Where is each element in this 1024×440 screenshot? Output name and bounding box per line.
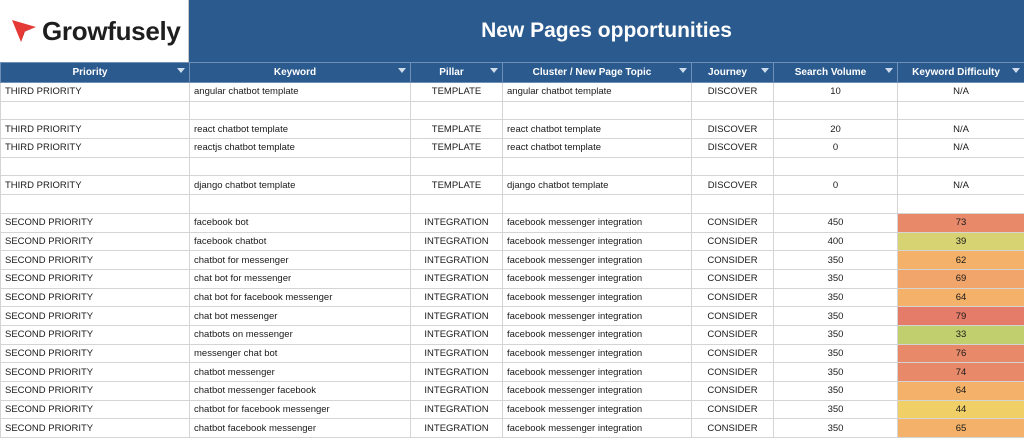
cluster-cell[interactable]: facebook messenger integration (503, 400, 692, 419)
keyword-cell[interactable]: chat bot messenger (190, 307, 411, 326)
pillar-cell[interactable]: TEMPLATE (411, 139, 503, 158)
keyword-difficulty-cell[interactable]: N/A (898, 83, 1024, 102)
search-volume-cell[interactable]: 400 (774, 232, 898, 251)
brand-name: Growfusely (42, 15, 181, 46)
priority-cell[interactable]: THIRD PRIORITY (1, 176, 190, 195)
priority-cell[interactable]: SECOND PRIORITY (1, 213, 190, 232)
keyword-cell[interactable]: facebook bot (190, 213, 411, 232)
pillar-cell[interactable]: INTEGRATION (411, 251, 503, 270)
search-volume-cell[interactable] (774, 101, 898, 120)
keyword-cell[interactable]: reactjs chatbot template (190, 139, 411, 158)
priority-cell[interactable]: SECOND PRIORITY (1, 382, 190, 401)
logo (0, 0, 189, 62)
journey-cell[interactable] (692, 157, 774, 176)
table-row (1, 382, 1024, 401)
table-row (1, 120, 1024, 139)
journey-cell[interactable]: CONSIDER (692, 419, 774, 438)
journey-cell[interactable]: DISCOVER (692, 139, 774, 158)
cluster-cell[interactable]: facebook messenger integration (503, 232, 692, 251)
keyword-table (0, 62, 1024, 438)
journey-cell[interactable]: CONSIDER (692, 344, 774, 363)
cluster-cell[interactable]: facebook messenger integration (503, 251, 692, 270)
keyword-difficulty-cell[interactable]: 79 (898, 307, 1024, 326)
priority-cell[interactable]: SECOND PRIORITY (1, 363, 190, 382)
table-row (1, 269, 1024, 288)
search-volume-cell[interactable] (774, 195, 898, 214)
cluster-cell[interactable]: facebook messenger integration (503, 363, 692, 382)
keyword-difficulty-cell[interactable] (898, 195, 1024, 214)
table-row (1, 251, 1024, 270)
search-volume-cell[interactable]: 350 (774, 400, 898, 419)
table-row (1, 101, 1024, 120)
priority-cell[interactable] (1, 157, 190, 176)
cluster-cell[interactable]: facebook messenger integration (503, 419, 692, 438)
cluster-cell[interactable]: facebook messenger integration (503, 307, 692, 326)
table-row (1, 363, 1024, 382)
table-row (1, 307, 1024, 326)
journey-cell[interactable]: CONSIDER (692, 288, 774, 307)
keyword-cell[interactable]: react chatbot template (190, 120, 411, 139)
search-volume-cell[interactable]: 350 (774, 382, 898, 401)
journey-cell[interactable]: CONSIDER (692, 269, 774, 288)
pillar-cell[interactable]: TEMPLATE (411, 120, 503, 139)
priority-cell[interactable]: SECOND PRIORITY (1, 325, 190, 344)
keyword-cell[interactable] (190, 195, 411, 214)
pillar-cell[interactable]: INTEGRATION (411, 288, 503, 307)
column-header-journey[interactable] (692, 63, 774, 83)
pillar-cell[interactable] (411, 101, 503, 120)
journey-cell[interactable]: CONSIDER (692, 382, 774, 401)
journey-cell[interactable]: DISCOVER (692, 176, 774, 195)
keyword-difficulty-cell[interactable] (898, 157, 1024, 176)
cluster-cell[interactable]: facebook messenger integration (503, 213, 692, 232)
search-volume-cell[interactable]: 350 (774, 307, 898, 326)
keyword-difficulty-cell[interactable] (898, 101, 1024, 120)
priority-cell[interactable]: SECOND PRIORITY (1, 344, 190, 363)
header-row (1, 63, 1024, 83)
search-volume-cell[interactable]: 450 (774, 213, 898, 232)
cluster-cell[interactable]: angular chatbot template (503, 83, 692, 102)
column-header-label: Cluster / New Page Topic (532, 67, 652, 78)
table-row (1, 325, 1024, 344)
cluster-cell[interactable]: react chatbot template (503, 120, 692, 139)
keyword-cell[interactable]: chatbot for facebook messenger (190, 400, 411, 419)
keyword-difficulty-cell[interactable]: 39 (898, 232, 1024, 251)
journey-cell[interactable]: CONSIDER (692, 307, 774, 326)
search-volume-cell[interactable]: 350 (774, 269, 898, 288)
keyword-difficulty-cell[interactable]: N/A (898, 176, 1024, 195)
priority-cell[interactable]: SECOND PRIORITY (1, 251, 190, 270)
priority-cell[interactable]: THIRD PRIORITY (1, 139, 190, 158)
table-row (1, 176, 1024, 195)
keyword-cell[interactable]: chat bot for facebook messenger (190, 288, 411, 307)
keyword-cell[interactable]: chatbots on messenger (190, 325, 411, 344)
keyword-difficulty-cell[interactable]: 74 (898, 363, 1024, 382)
keyword-cell[interactable] (190, 101, 411, 120)
priority-cell[interactable]: THIRD PRIORITY (1, 83, 190, 102)
search-volume-cell[interactable]: 350 (774, 363, 898, 382)
keyword-cell[interactable]: django chatbot template (190, 176, 411, 195)
journey-cell[interactable]: CONSIDER (692, 325, 774, 344)
table-row (1, 232, 1024, 251)
cluster-cell[interactable]: facebook messenger integration (503, 288, 692, 307)
keyword-cell[interactable]: chatbot messenger facebook (190, 382, 411, 401)
filter-dropdown-icon[interactable] (398, 68, 406, 73)
pillar-cell[interactable] (411, 195, 503, 214)
pillar-cell[interactable] (411, 157, 503, 176)
column-header-label: Pillar (439, 67, 464, 78)
column-header-keyword-difficulty[interactable] (898, 63, 1024, 83)
keyword-cell[interactable]: facebook chatbot (190, 232, 411, 251)
search-volume-cell[interactable]: 0 (774, 176, 898, 195)
filter-dropdown-icon[interactable] (490, 68, 498, 73)
keyword-difficulty-cell[interactable]: 69 (898, 269, 1024, 288)
column-header-search-volume[interactable] (774, 63, 898, 83)
cluster-cell[interactable] (503, 157, 692, 176)
column-header-label: Keyword (273, 67, 317, 78)
keyword-difficulty-cell[interactable]: 64 (898, 382, 1024, 401)
table-row (1, 344, 1024, 363)
pillar-cell[interactable]: INTEGRATION (411, 213, 503, 232)
pillar-cell[interactable]: INTEGRATION (411, 419, 503, 438)
search-volume-cell[interactable]: 350 (774, 251, 898, 270)
column-header-cluster[interactable] (503, 63, 692, 83)
priority-cell[interactable]: SECOND PRIORITY (1, 307, 190, 326)
table-row (1, 400, 1024, 419)
search-volume-cell[interactable] (774, 157, 898, 176)
keyword-difficulty-cell[interactable]: 33 (898, 325, 1024, 344)
keyword-difficulty-cell[interactable]: N/A (898, 139, 1024, 158)
cluster-cell[interactable]: facebook messenger integration (503, 382, 692, 401)
pillar-cell[interactable]: INTEGRATION (411, 400, 503, 419)
priority-cell[interactable] (1, 101, 190, 120)
journey-cell[interactable]: CONSIDER (692, 363, 774, 382)
filter-dropdown-icon[interactable] (679, 68, 687, 73)
priority-cell[interactable]: SECOND PRIORITY (1, 232, 190, 251)
journey-cell[interactable] (692, 195, 774, 214)
priority-cell[interactable]: SECOND PRIORITY (1, 419, 190, 438)
keyword-cell[interactable]: chatbot facebook messenger (190, 419, 411, 438)
table-row (1, 213, 1024, 232)
filter-dropdown-icon[interactable] (177, 68, 185, 73)
search-volume-cell[interactable]: 20 (774, 120, 898, 139)
cluster-cell[interactable] (503, 195, 692, 214)
table-row (1, 195, 1024, 214)
search-volume-cell[interactable]: 350 (774, 344, 898, 363)
keyword-difficulty-cell[interactable]: 62 (898, 251, 1024, 270)
journey-cell[interactable] (692, 101, 774, 120)
title-cell (189, 0, 1024, 62)
priority-cell[interactable]: THIRD PRIORITY (1, 120, 190, 139)
table-row (1, 157, 1024, 176)
journey-cell[interactable]: CONSIDER (692, 251, 774, 270)
keyword-difficulty-cell[interactable]: 65 (898, 419, 1024, 438)
cluster-cell[interactable]: react chatbot template (503, 139, 692, 158)
growfusely-arrow-icon (12, 20, 36, 42)
journey-cell[interactable]: DISCOVER (692, 83, 774, 102)
keyword-cell[interactable]: angular chatbot template (190, 83, 411, 102)
cluster-cell[interactable]: facebook messenger integration (503, 269, 692, 288)
pillar-cell[interactable]: INTEGRATION (411, 363, 503, 382)
keyword-cell[interactable] (190, 157, 411, 176)
column-header-label: Priority (72, 67, 108, 78)
column-header-priority[interactable] (1, 63, 190, 83)
column-header-label: Journey (708, 67, 747, 78)
priority-cell[interactable]: SECOND PRIORITY (1, 269, 190, 288)
filter-dropdown-icon[interactable] (761, 68, 769, 73)
cluster-cell[interactable]: facebook messenger integration (503, 325, 692, 344)
journey-cell[interactable]: CONSIDER (692, 232, 774, 251)
journey-cell[interactable]: CONSIDER (692, 213, 774, 232)
keyword-difficulty-cell[interactable]: 76 (898, 344, 1024, 363)
pillar-cell[interactable]: INTEGRATION (411, 325, 503, 344)
table-row (1, 139, 1024, 158)
keyword-cell[interactable]: chatbot messenger (190, 363, 411, 382)
pillar-cell[interactable]: INTEGRATION (411, 232, 503, 251)
table-row (1, 288, 1024, 307)
cluster-cell[interactable] (503, 101, 692, 120)
keyword-cell[interactable]: chat bot for messenger (190, 269, 411, 288)
search-volume-cell[interactable]: 350 (774, 419, 898, 438)
pillar-cell[interactable]: INTEGRATION (411, 344, 503, 363)
pillar-cell[interactable]: INTEGRATION (411, 382, 503, 401)
priority-cell[interactable] (1, 195, 190, 214)
filter-dropdown-icon[interactable] (885, 68, 893, 73)
cluster-cell[interactable]: django chatbot template (503, 176, 692, 195)
priority-cell[interactable]: SECOND PRIORITY (1, 400, 190, 419)
table-row (1, 83, 1024, 102)
column-header-label: Keyword Difficulty (912, 67, 1000, 78)
keyword-difficulty-cell[interactable]: 64 (898, 288, 1024, 307)
filter-dropdown-icon[interactable] (1012, 68, 1020, 73)
keyword-cell[interactable]: messenger chat bot (190, 344, 411, 363)
page-title: New Pages opportunities (481, 19, 732, 42)
search-volume-cell[interactable]: 0 (774, 139, 898, 158)
search-volume-cell[interactable]: 10 (774, 83, 898, 102)
keyword-difficulty-cell[interactable]: 44 (898, 400, 1024, 419)
priority-cell[interactable]: SECOND PRIORITY (1, 288, 190, 307)
pillar-cell[interactable]: INTEGRATION (411, 269, 503, 288)
journey-cell[interactable]: DISCOVER (692, 120, 774, 139)
keyword-difficulty-cell[interactable]: N/A (898, 120, 1024, 139)
cluster-cell[interactable]: facebook messenger integration (503, 344, 692, 363)
pillar-cell[interactable]: TEMPLATE (411, 176, 503, 195)
journey-cell[interactable]: CONSIDER (692, 400, 774, 419)
column-header-pillar[interactable] (411, 63, 503, 83)
table-row (1, 419, 1024, 438)
column-header-label: Search Volume (794, 67, 867, 78)
column-header-keyword[interactable] (190, 63, 411, 83)
keyword-cell[interactable]: chatbot for messenger (190, 251, 411, 270)
pillar-cell[interactable]: TEMPLATE (411, 83, 503, 102)
search-volume-cell[interactable]: 350 (774, 325, 898, 344)
search-volume-cell[interactable]: 350 (774, 288, 898, 307)
keyword-difficulty-cell[interactable]: 73 (898, 213, 1024, 232)
pillar-cell[interactable]: INTEGRATION (411, 307, 503, 326)
banner (0, 0, 1024, 62)
